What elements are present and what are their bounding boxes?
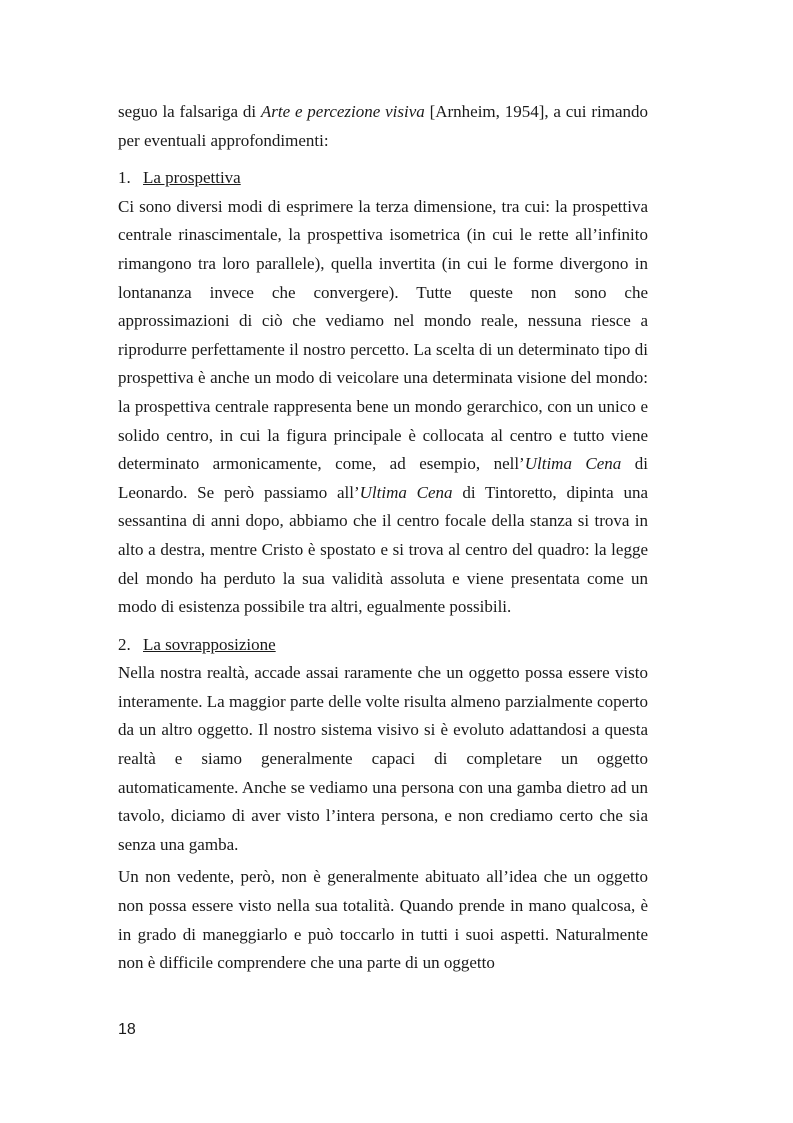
- artwork-title: Ultima Cena: [524, 454, 622, 474]
- paragraph-intro: [118, 98, 648, 155]
- paragraph-prospettiva: [118, 193, 648, 622]
- section-title: La prospettiva: [143, 168, 241, 188]
- paragraph-non-vedente: Un non vedente, però, non è generalmente abituato all’idea che un oggetto non possa essere visto nella sua totalità. Quando prende in mano qualcosa, è in grado di maneggiarlo e può toccarlo in tutti i suoi aspetti. Naturalmente non è difficile comprendere che una parte di un oggetto: [118, 867, 648, 973]
- book-title: Arte e percezione visiva: [260, 102, 425, 121]
- paragraph-sovrapposizione: Nella nostra realtà, accade assai raramente che un oggetto possa essere visto interamente. La maggior parte delle volte risulta almeno parzialmente coperto da un altro oggetto. Il nostro sistema visivo si è evoluto adattandosi a questa realtà e siamo generalmente capaci di completare un oggetto automaticamente. Anche se vediamo una persona con una gamba dietro ad un tavolo, diciamo di aver visto l’intera persona, e non crediamo certo che sia senza una gamba.: [118, 663, 648, 854]
- text-span: di Tintoretto, dipinta una sessantina di anni dopo, abbiamo che il centro focale della stanza si trova in alto a destra, mentre Cristo è spostato e si trova al centro del quadro: la legge del mondo ha perduto la sua validità assoluta e viene presentata come un modo di esistenza possibile tra altri, egualmente possibili.: [118, 482, 649, 617]
- page-number: 18: [118, 1021, 136, 1038]
- artwork-title: Ultima Cena: [359, 482, 453, 502]
- text-span: [Arnheim, 1954], a cui rimando per eventuali approfondimenti:: [118, 102, 648, 150]
- text-span: di Leonardo. Se però passiamo all’: [118, 454, 648, 502]
- section-heading-sovrapposizione: [118, 631, 648, 660]
- section-number: 2.: [118, 634, 131, 654]
- text-span: seguo la falsariga di: [118, 102, 261, 121]
- section-title: La sovrapposizione: [143, 634, 276, 654]
- text-span: Ci sono diversi modi di esprimere la terza dimensione, tra cui: la prospettiva centrale rinascimentale, la prospettiva isometrica (in cui le rette all’infinito rimangono tra loro parallele), quella invertita (in cui le forme divergono in lontananza invece che convergere). Tutte queste non sono che approssimazioni di ciò che vediamo nel mondo reale, nessuna riesce a riprodurre perfettamente il nostro percetto. La scelta di un determinato tipo di prospettiva è anche un modo di veicolare una determinata visione del mondo: la prospettiva centrale rappresenta bene un mondo gerarchico, con un unico e solido centro, in cui la figura principale è collocata al centro e tutto viene determinato armonicamente, come, ad esempio, nell’: [118, 196, 648, 474]
- section-number: 1.: [118, 168, 131, 188]
- section-heading-prospettiva: [118, 164, 648, 193]
- body-text: [118, 98, 648, 987]
